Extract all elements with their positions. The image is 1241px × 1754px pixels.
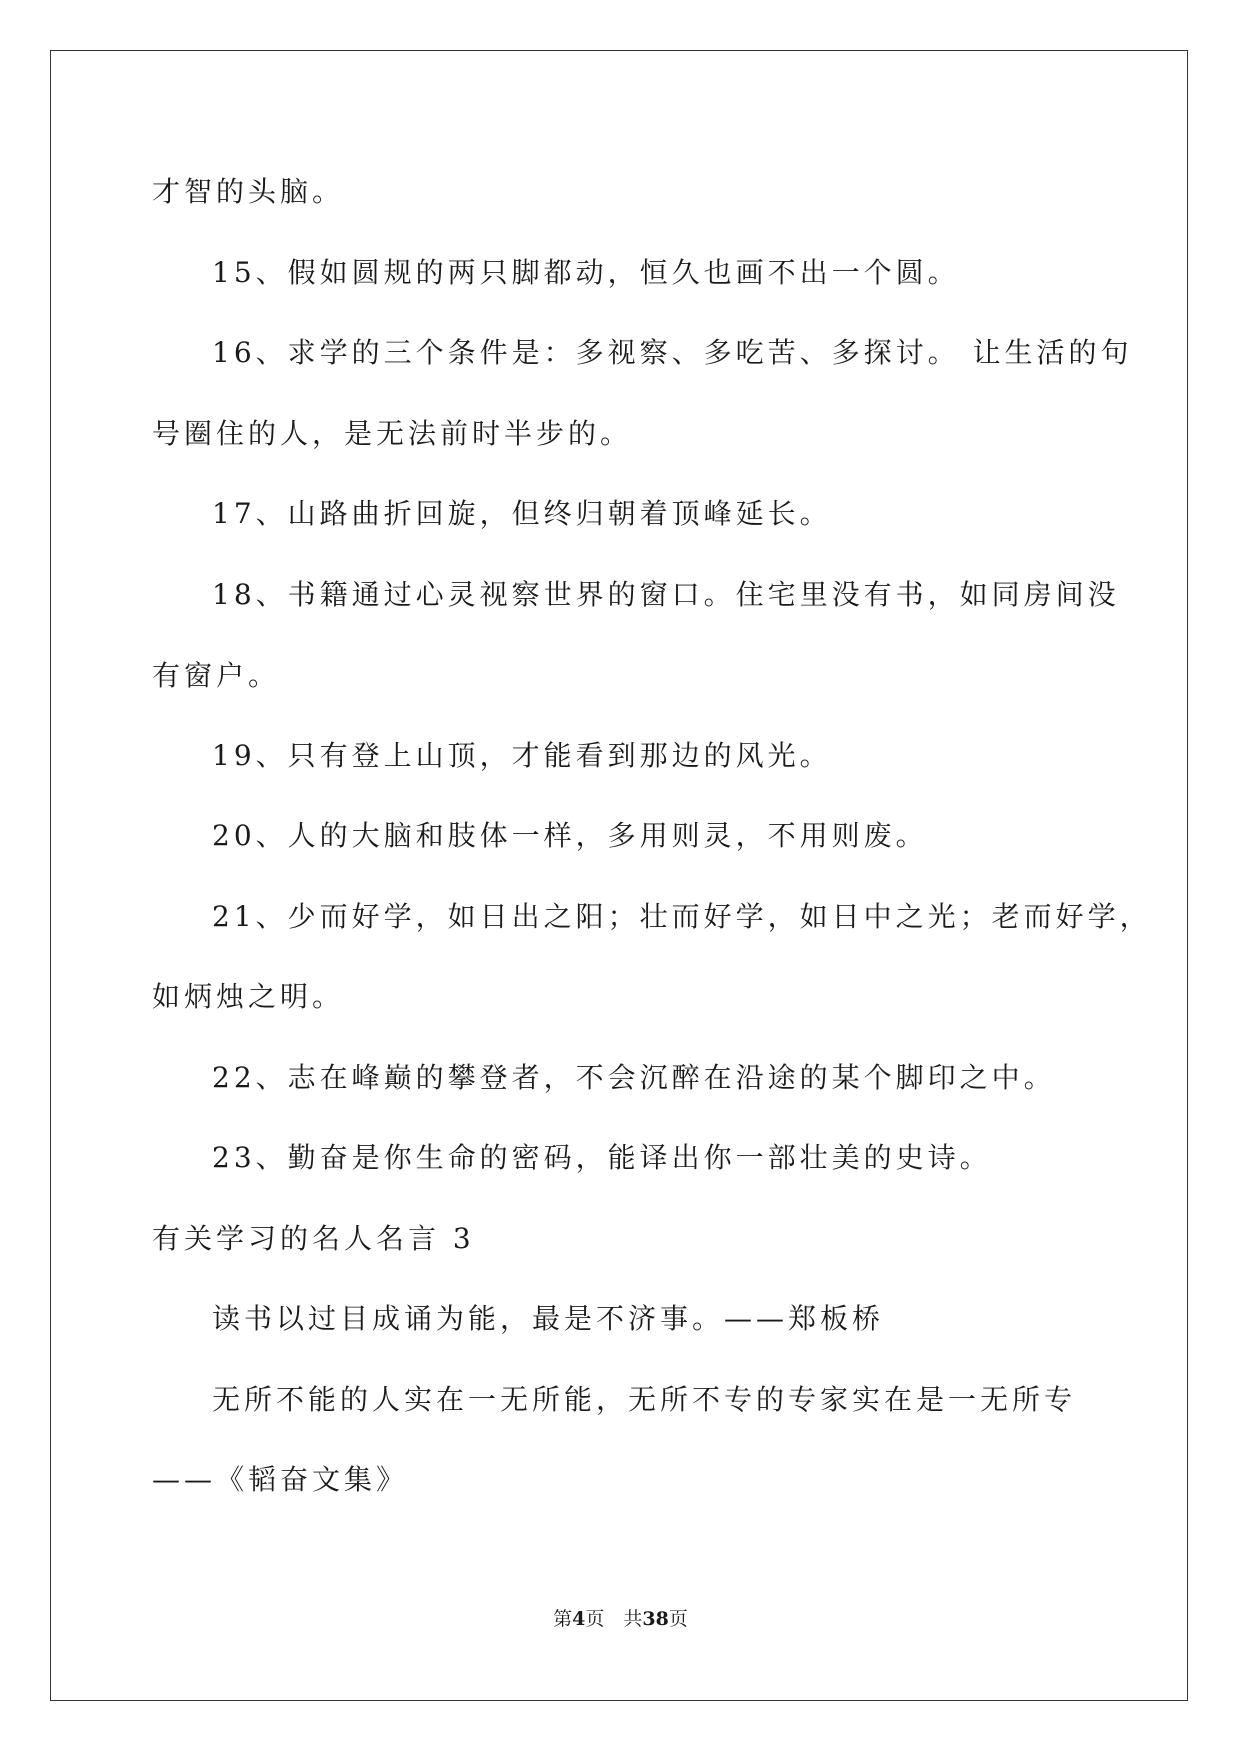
quote-18: 18、书籍通过心灵视察世界的窗口。住宅里没有书，如同房间没 xyxy=(212,578,1120,611)
footer-prefix: 第 xyxy=(553,1608,573,1630)
quote-22: 22、志在峰巅的攀登者，不会沉醉在沿途的某个脚印之中。 xyxy=(212,1061,1056,1094)
text-line: 有窗户。 xyxy=(152,659,281,692)
page-footer xyxy=(0,1607,1241,1631)
text-line: 号圈住的人，是无法前时半步的。 xyxy=(152,417,633,450)
quote-17: 17、山路曲折回旋，但终归朝着顶峰延长。 xyxy=(212,497,832,530)
quote-zheng-banqiao: 读书以过目成诵为能，最是不济事。——郑板桥 xyxy=(212,1302,885,1335)
quote-taofen: 无所不能的人实在一无所能，无所不专的专家实在是一无所专 xyxy=(212,1383,1077,1416)
footer-suffix: 页 xyxy=(668,1608,688,1630)
quote-20: 20、人的大脑和肢体一样，多用则灵，不用则废。 xyxy=(212,819,928,852)
footer-middle: 页 共 xyxy=(585,1608,643,1630)
total-pages-number: 38 xyxy=(642,1608,669,1630)
text-line: 才智的头脑。 xyxy=(152,175,345,208)
current-page-number: 4 xyxy=(572,1608,586,1630)
text-line: 如炳烛之明。 xyxy=(152,980,345,1013)
page-border xyxy=(50,50,1188,1701)
section-heading: 有关学习的名人名言 3 xyxy=(152,1222,475,1255)
quote-19: 19、只有登上山顶，才能看到那边的风光。 xyxy=(212,739,832,772)
quote-attribution: ——《韬奋文集》 xyxy=(152,1463,409,1496)
quote-21: 21、少而好学，如日出之阳；壮而好学，如日中之光；老而好学， xyxy=(212,900,1152,933)
quote-15: 15、假如圆规的两只脚都动，恒久也画不出一个圆。 xyxy=(212,256,960,289)
quote-23: 23、勤奋是你生命的密码，能译出你一部壮美的史诗。 xyxy=(212,1141,992,1174)
quote-16: 16、求学的三个条件是：多视察、多吃苦、多探讨。 让生活的句 xyxy=(212,336,1133,369)
